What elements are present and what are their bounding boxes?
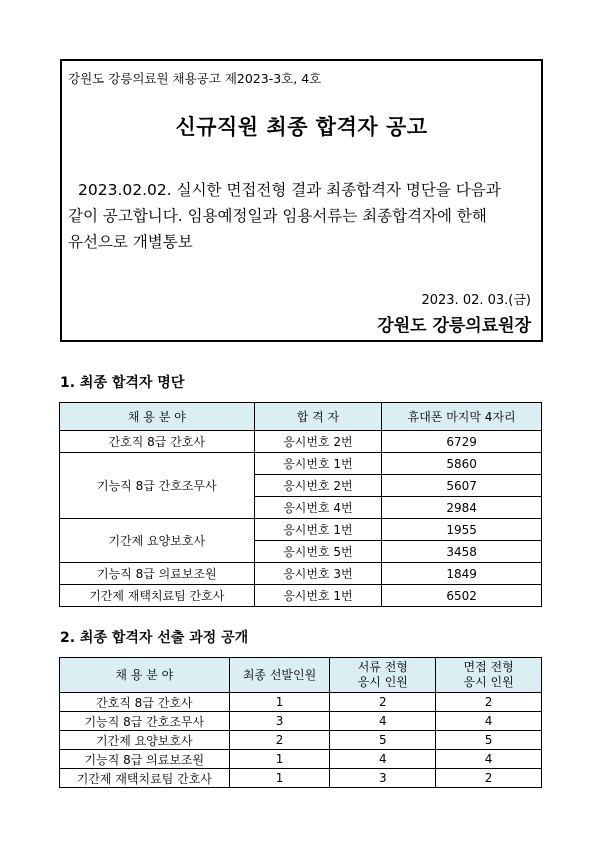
cell-document: 5 — [330, 731, 436, 750]
column-header: 채 용 분 야 — [60, 403, 255, 431]
notice-box — [60, 59, 543, 342]
issuing-organization: 강원도 강릉의료원장 — [377, 316, 531, 336]
cell-field: 기능직 8급 의료보조원 — [60, 563, 255, 585]
cell-applicant: 응시번호 2번 — [254, 431, 382, 453]
cell-document: 3 — [330, 769, 436, 788]
cell-field: 기능직 8급 간호조무사 — [60, 453, 255, 519]
notice-body-line: 같이 공고합니다. 임용예정일과 임용서류는 최종합격자에 한해 — [68, 207, 487, 225]
cell-interview: 2 — [436, 769, 542, 788]
cell-phone-last4: 5860 — [382, 453, 542, 475]
cell-phone-last4: 5607 — [382, 475, 542, 497]
cell-field: 기간제 재택치료팀 간호사 — [60, 585, 255, 607]
selection-process-table — [59, 657, 542, 788]
table-row — [60, 519, 542, 541]
table-row — [60, 769, 542, 788]
column-header-text: 면접 전형 응시 인원 — [463, 660, 514, 689]
table-row — [60, 750, 542, 769]
table-row — [60, 712, 542, 731]
table-row — [60, 693, 542, 712]
cell-field: 기간제 요양보호사 — [60, 731, 230, 750]
column-header: 최종 선발인원 — [229, 658, 330, 693]
cell-applicant: 응시번호 5번 — [254, 541, 382, 563]
final-successful-applicants-table — [59, 402, 542, 607]
cell-phone-last4: 6729 — [382, 431, 542, 453]
cell-applicant: 응시번호 4번 — [254, 497, 382, 519]
column-header-text: 서류 전형 응시 인원 — [357, 660, 408, 689]
cell-applicant: 응시번호 1번 — [254, 453, 382, 475]
cell-phone-last4: 3458 — [382, 541, 542, 563]
cell-selected: 1 — [229, 750, 330, 769]
table-row — [60, 431, 542, 453]
notice-body — [68, 177, 535, 255]
notice-date: 2023. 02. 03.(금) — [421, 293, 531, 308]
section-heading-selection-process: 2. 최종 합격자 선출 과정 공개 — [60, 630, 249, 646]
cell-document: 2 — [330, 693, 436, 712]
cell-selected: 1 — [229, 769, 330, 788]
table-header-row — [60, 658, 542, 693]
notice-body-line: 유선으로 개별통보 — [68, 233, 193, 251]
cell-phone-last4: 6502 — [382, 585, 542, 607]
cell-interview: 2 — [436, 693, 542, 712]
cell-document: 4 — [330, 750, 436, 769]
column-header: 합 격 자 — [254, 403, 382, 431]
cell-applicant: 응시번호 3번 — [254, 563, 382, 585]
table-row — [60, 563, 542, 585]
cell-applicant: 응시번호 2번 — [254, 475, 382, 497]
cell-phone-last4: 1849 — [382, 563, 542, 585]
notice-body-line: 2023.02.02. 실시한 면접전형 결과 최종합격자 명단을 다음과 — [78, 181, 501, 199]
column-header — [436, 658, 542, 693]
cell-field: 기간제 요양보호사 — [60, 519, 255, 563]
cell-selected: 1 — [229, 693, 330, 712]
column-header — [330, 658, 436, 693]
column-header: 채 용 분 야 — [60, 658, 230, 693]
cell-selected: 2 — [229, 731, 330, 750]
recruitment-reference: 강원도 강릉의료원 채용공고 제2023-3호, 4호 — [68, 71, 322, 86]
cell-document: 4 — [330, 712, 436, 731]
cell-phone-last4: 1955 — [382, 519, 542, 541]
cell-interview: 4 — [436, 712, 542, 731]
cell-field: 간호직 8급 간호사 — [60, 693, 230, 712]
cell-selected: 3 — [229, 712, 330, 731]
table-row — [60, 453, 542, 475]
cell-field: 기능직 8급 의료보조원 — [60, 750, 230, 769]
cell-field: 간호직 8급 간호사 — [60, 431, 255, 453]
section-heading-final-list: 1. 최종 합격자 명단 — [60, 375, 185, 391]
cell-field: 기간제 재택치료팀 간호사 — [60, 769, 230, 788]
cell-interview: 4 — [436, 750, 542, 769]
table-row — [60, 585, 542, 607]
cell-applicant: 응시번호 1번 — [254, 585, 382, 607]
cell-field: 기능직 8급 간호조무사 — [60, 712, 230, 731]
cell-phone-last4: 2984 — [382, 497, 542, 519]
page-title: 신규직원 최종 합격자 공고 — [175, 115, 428, 139]
column-header: 휴대폰 마지막 4자리 — [382, 403, 542, 431]
cell-applicant: 응시번호 1번 — [254, 519, 382, 541]
cell-interview: 5 — [436, 731, 542, 750]
table-header-row — [60, 403, 542, 431]
table-row — [60, 731, 542, 750]
